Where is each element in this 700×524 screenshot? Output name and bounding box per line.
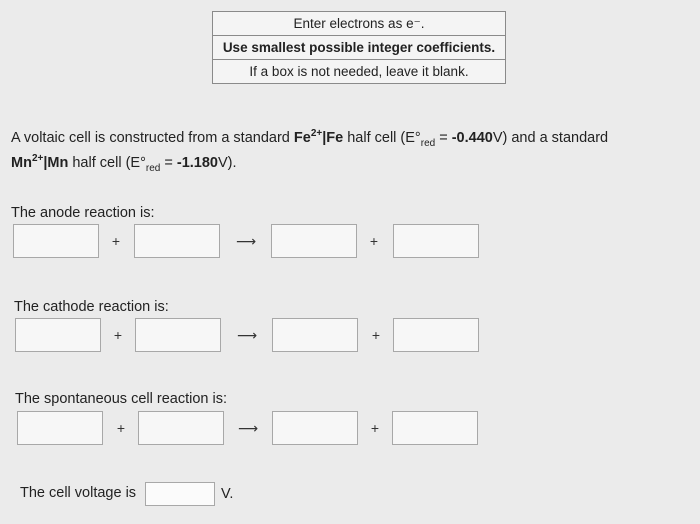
cell-product-2-input[interactable] (392, 411, 478, 445)
anode-product-1-input[interactable] (271, 224, 357, 258)
mn-couple: $Mn^{2+}|Mn$ (11, 153, 69, 171)
cell-reactant-1-input[interactable] (17, 411, 103, 445)
question-text: A voltaic cell is constructed from a standard $Fe^{2+}|Fe$ half cell $(E^\circ_{red} = -0.440V)$ and a standard $Mn^{2+}|Mn$ half cell $(E^\circ_{red} = -1.180V)$. (11, 128, 609, 174)
instruction-blank: If a box is not needed, leave it blank. (249, 64, 469, 79)
anode-label: The anode reaction is: (11, 205, 155, 221)
anode-arrow: ⟶ (235, 233, 257, 249)
cathode-label: The cathode reaction is: (14, 299, 169, 315)
cell-plus-1: + (116, 420, 126, 436)
mn-potential: -1.180 (176, 155, 218, 171)
cathode-product-1-input[interactable] (272, 318, 358, 352)
instruction-electrons: Enter electrons as e⁻. (213, 12, 505, 36)
cell-voltage-input[interactable] (145, 482, 215, 506)
cathode-plus-2: + (371, 327, 381, 343)
fe-couple: $Fe^{2+}|Fe$ (293, 128, 344, 146)
voltage-unit: V. (221, 486, 234, 502)
cathode-reactant-2-input[interactable] (135, 318, 221, 352)
cell-product-1-input[interactable] (272, 411, 358, 445)
fe-potential: -0.440 (451, 130, 493, 146)
cell-plus-2: + (370, 420, 380, 436)
anode-reactant-2-input[interactable] (134, 224, 220, 258)
anode-plus-1: + (111, 233, 121, 249)
cathode-product-2-input[interactable] (393, 318, 479, 352)
anode-plus-2: + (369, 233, 379, 249)
cell-arrow: ⟶ (237, 420, 259, 436)
cathode-reactant-1-input[interactable] (15, 318, 101, 352)
cathode-plus-1: + (113, 327, 123, 343)
cell-reactant-2-input[interactable] (138, 411, 224, 445)
cell-reaction-label: The spontaneous cell reaction is: (15, 391, 227, 407)
cathode-arrow: ⟶ (236, 327, 258, 343)
instructions-box (212, 11, 506, 84)
anode-reactant-1-input[interactable] (13, 224, 99, 258)
instruction-coefficients: Use smallest possible integer coefficients. (213, 36, 505, 60)
anode-product-2-input[interactable] (393, 224, 479, 258)
voltage-label: The cell voltage is (20, 485, 137, 501)
